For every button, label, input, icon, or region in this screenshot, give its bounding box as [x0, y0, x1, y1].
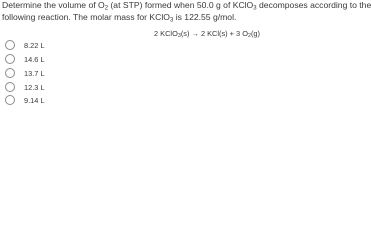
radio-button-option-5[interactable] [5, 95, 15, 105]
radio-button-option-4[interactable] [5, 82, 15, 92]
answer-option-1-label: 8.22 L [24, 40, 45, 50]
question-line1-part3: decomposes according to the [256, 0, 371, 10]
equation-part-2: (s) → 2 KCl(s) + 3 O [180, 29, 248, 38]
radio-button-option-2[interactable] [5, 54, 15, 64]
answer-option-3[interactable] [5, 66, 45, 80]
equation-subscript-1: 3 [177, 33, 181, 39]
radio-button-option-3[interactable] [5, 68, 15, 78]
answer-options [0, 0, 350, 109]
question-line1-part2: (at STP) formed when 50.0 g of KClO [108, 0, 254, 10]
equation-part-3: (g) [250, 29, 261, 38]
question-line1-subscript-1: 2 [104, 5, 109, 12]
radio-button-option-1[interactable] [5, 40, 15, 50]
question-line2-subscript-1: 3 [169, 17, 174, 23]
question-line1-subscript-2: 3 [253, 5, 257, 12]
answer-option-4-label: 12.3 L [24, 82, 45, 92]
question-line2-part2: is 122.55 g/mol. [173, 11, 237, 22]
answer-option-4[interactable] [5, 80, 45, 94]
question-line1-part1: Determine the volume of O [2, 0, 105, 10]
answer-option-2[interactable] [5, 52, 45, 66]
question-line2-part1: following reaction. The molar mass for KClO [2, 11, 170, 22]
answer-option-5[interactable] [5, 93, 45, 107]
answer-option-1[interactable] [5, 38, 45, 52]
answer-option-3-label: 13.7 L [24, 68, 45, 78]
equation-part-1: 2 KClO [154, 29, 178, 38]
answer-option-5-label: 9.14 L [24, 95, 45, 105]
answer-option-2-label: 14.6 L [24, 54, 45, 64]
equation-subscript-2: 2 [247, 33, 251, 39]
